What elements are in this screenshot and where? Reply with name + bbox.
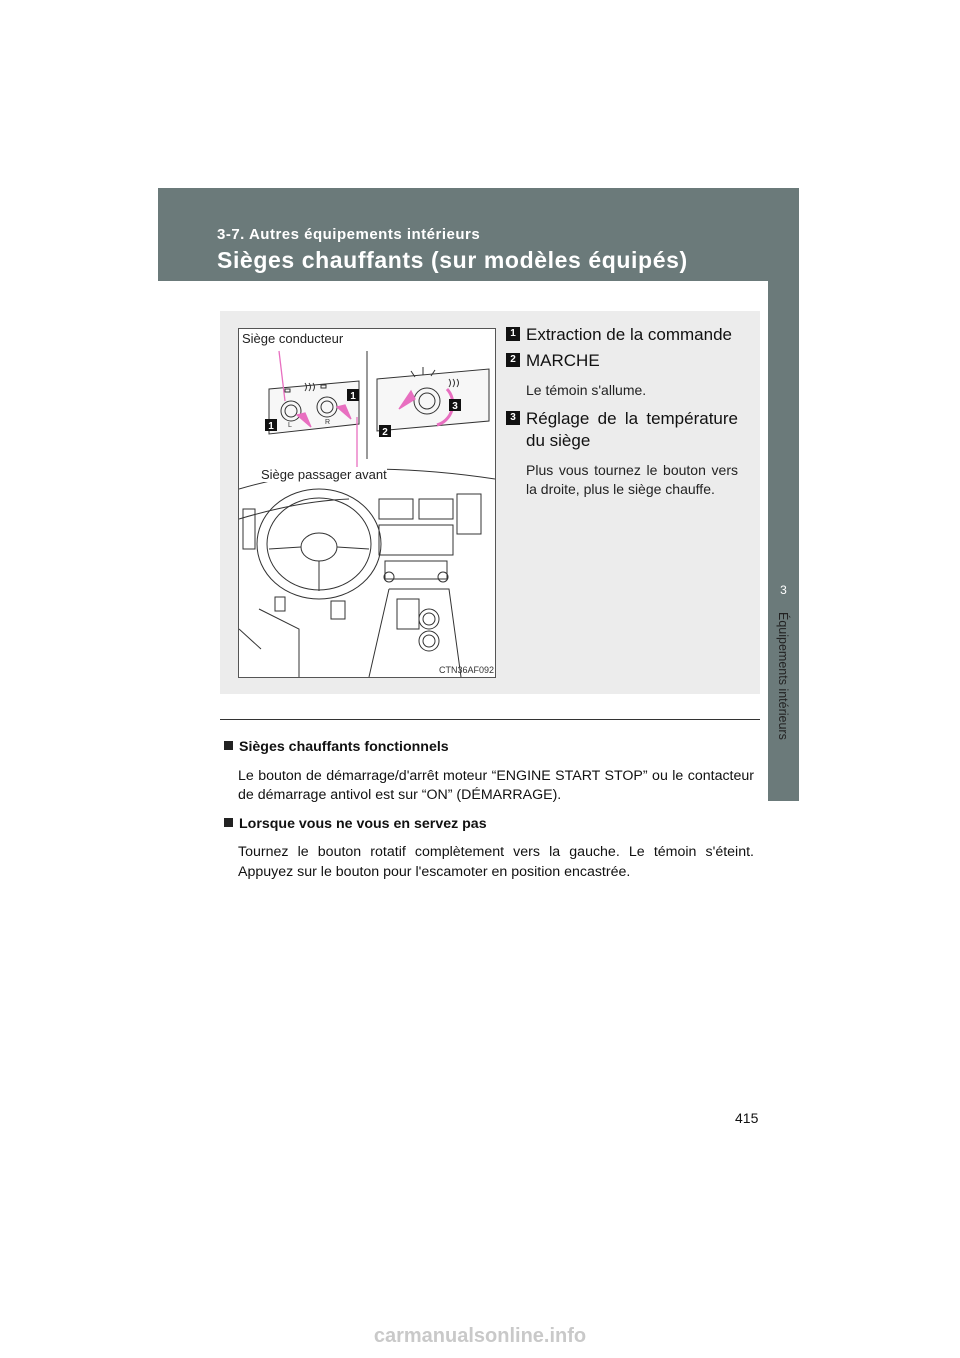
step-item	[506, 350, 738, 400]
chapter-label: Équipements intérieurs	[776, 612, 790, 740]
step-number: 3	[506, 411, 520, 425]
image-code: CTN36AF092	[439, 665, 495, 675]
chapter-header	[158, 188, 799, 281]
step-item	[506, 324, 738, 346]
step-description: Le témoin s'allume.	[526, 382, 647, 398]
page-number: 415	[735, 1110, 759, 1126]
note-heading: Lorsque vous ne vous en servez pas	[224, 815, 754, 835]
step-list	[506, 324, 738, 499]
step-item	[506, 408, 738, 499]
step-number: 1	[506, 327, 520, 341]
passenger-seat-label: Siège passager avant	[261, 467, 387, 482]
note-heading: Sièges chauffants fonctionnels	[224, 738, 754, 758]
step-number: 2	[506, 353, 520, 367]
page-title: Sièges chauffants (sur modèles équipés)	[217, 247, 688, 273]
chapter-number: 3	[780, 583, 787, 597]
divider	[220, 719, 760, 720]
section-title: 3-7. Autres équipements intérieurs	[217, 226, 481, 243]
step-title: Extraction de la commande	[526, 325, 732, 344]
dashboard-illustration	[238, 328, 496, 678]
step-description: Plus vous tournez le bouton vers la droite, plus le siège chauffe.	[526, 462, 738, 497]
step-title: MARCHE	[526, 351, 600, 370]
square-bullet-icon	[224, 741, 233, 750]
knob-letter-r: R	[325, 419, 331, 426]
callout-1a: 1	[268, 421, 274, 432]
square-bullet-icon	[224, 818, 233, 827]
note-text: Tournez le bouton rotatif complètement vers la gauche. Le témoin s'éteint. Appuyez sur le bouton pour l'escamoter en position encastrée.	[238, 844, 754, 880]
callout-1b: 1	[350, 391, 356, 402]
note-text: Le bouton de démarrage/d'arrêt moteur “ENGINE START STOP” ou le contacteur de démarrage antivol est sur “ON” (DÉMARRAGE).	[238, 767, 754, 803]
knob-letter-l: L	[288, 422, 292, 429]
watermark: carmanualsonline.info	[373, 1325, 587, 1347]
step-title: Réglage de la température du siège	[526, 409, 738, 450]
callout-3: 3	[452, 401, 458, 412]
notes	[224, 738, 754, 882]
dashboard-drawing	[239, 329, 495, 677]
callout-2: 2	[382, 427, 388, 438]
driver-seat-label: Siège conducteur	[242, 331, 344, 346]
